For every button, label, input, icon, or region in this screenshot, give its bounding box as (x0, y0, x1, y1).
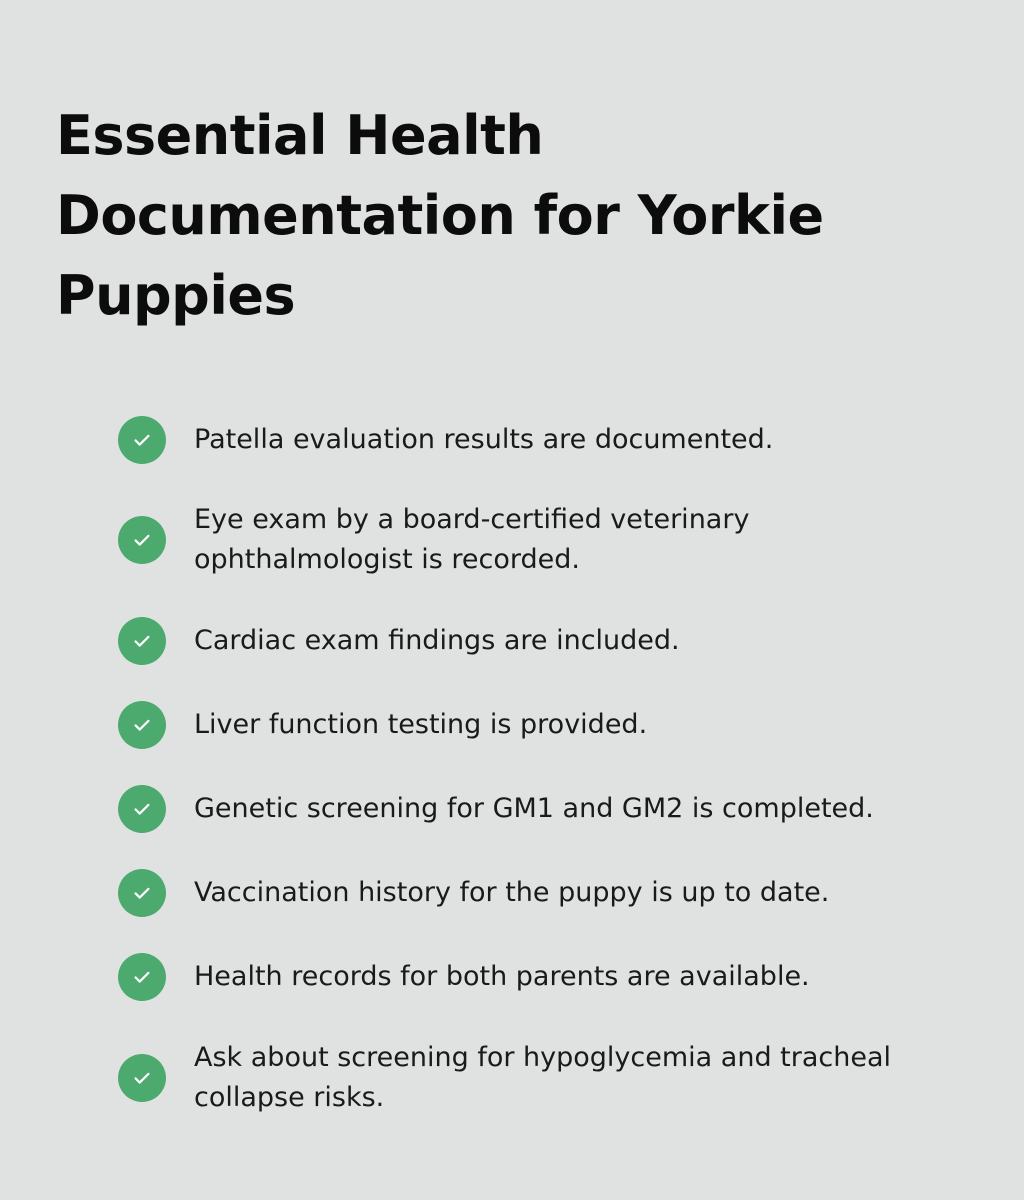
list-item-label: Eye exam by a board-certified veterinary ophthalmologist is recorded. (194, 504, 750, 575)
list-item-label: Health records for both parents are available. (194, 961, 810, 992)
check-circle-icon (118, 869, 166, 917)
check-circle-icon (118, 416, 166, 464)
list-item (118, 500, 938, 580)
check-circle-icon (118, 516, 166, 564)
list-item-label: Patella evaluation results are documented. (194, 424, 774, 455)
list-item (118, 953, 938, 1001)
list-item-label: Ask about screening for hypoglycemia and tracheal collapse risks. (194, 1042, 892, 1113)
list-item-label: Cardiac exam findings are included. (194, 625, 680, 656)
list-item (118, 785, 938, 833)
list-item (118, 1038, 938, 1118)
page-title: Essential Health Documentation for Yorkie Puppies (56, 104, 824, 327)
check-circle-icon (118, 1054, 166, 1102)
list-item (118, 416, 938, 464)
check-circle-icon (118, 785, 166, 833)
list-item (118, 869, 938, 917)
check-circle-icon (118, 617, 166, 665)
list-item (118, 701, 938, 749)
list-item (118, 617, 938, 665)
check-circle-icon (118, 701, 166, 749)
check-circle-icon (118, 953, 166, 1001)
list-item-label: Vaccination history for the puppy is up to date. (194, 877, 830, 908)
list-item-label: Genetic screening for GM1 and GM2 is completed. (194, 793, 874, 824)
list-item-label: Liver function testing is provided. (194, 709, 648, 740)
